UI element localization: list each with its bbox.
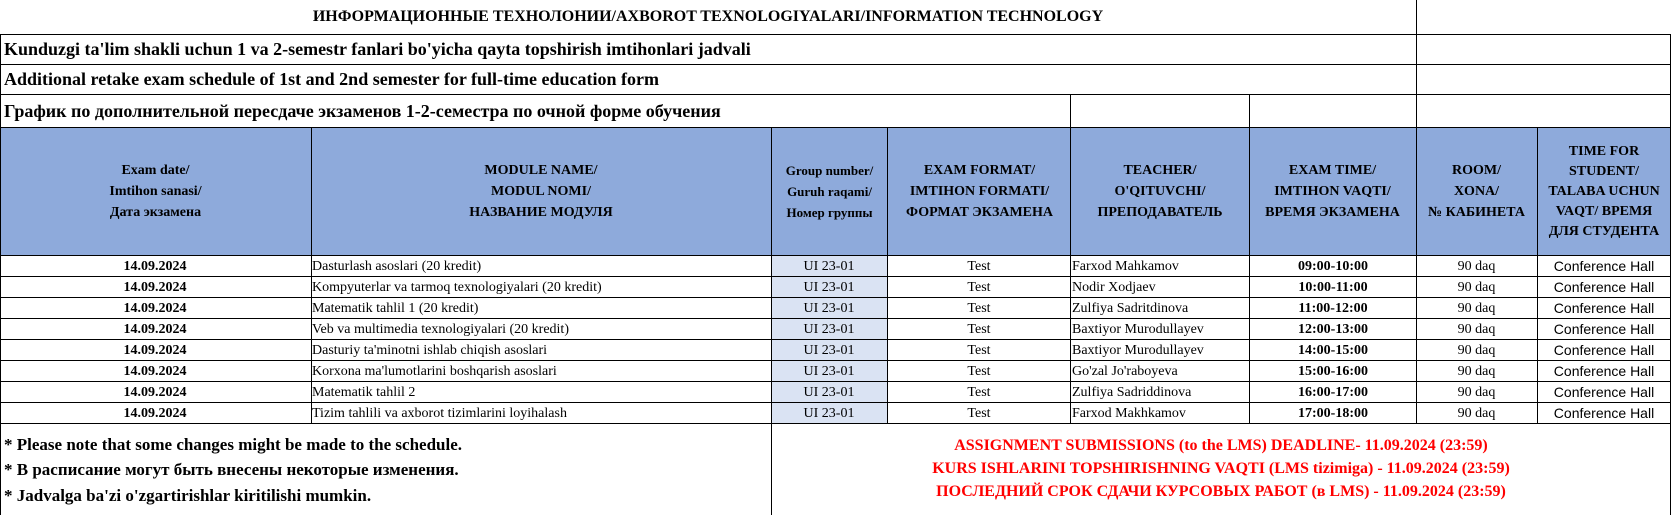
room-cell: 90 daq	[1457, 280, 1496, 295]
header-room: ROOM/ XONA/ № КАБИНЕТА	[1428, 163, 1525, 220]
room-cell: 90 daq	[1457, 301, 1496, 316]
group-number-cell: UI 23-01	[803, 259, 855, 274]
room-cell: 90 daq	[1457, 406, 1496, 421]
group-number-cell: UI 23-01	[803, 364, 855, 379]
exam-format-cell: Test	[967, 385, 991, 400]
table-row	[0, 298, 1671, 319]
student-time-cell: Conference Hall	[1553, 342, 1655, 358]
header-exam-format: EXAM FORMAT/ IMTIHON FORMATI/ ФОРМАТ ЭКЗАМЕНА	[906, 163, 1053, 220]
header-group-number: Group number/ Guruh raqami/ Номер группы	[785, 163, 874, 220]
exam-time-cell: 14:00-15:00	[1298, 343, 1368, 358]
grid-line	[0, 297, 1671, 298]
teacher-cell: Farxod Makhkamov	[1072, 406, 1186, 421]
room-cell: 90 daq	[1457, 343, 1496, 358]
exam-format-cell: Test	[967, 259, 991, 274]
exam-date-cell: 14.09.2024	[123, 322, 187, 337]
grid-line	[0, 318, 1671, 319]
grid-line	[311, 127, 312, 424]
grid-line	[0, 34, 1, 515]
module-name-cell: Korxona ma'lumotlarini boshqarish asoslari	[312, 364, 557, 379]
grid-line	[0, 381, 1671, 382]
student-time-cell: Conference Hall	[1553, 258, 1655, 274]
exam-time-cell: 17:00-18:00	[1298, 406, 1368, 421]
teacher-cell: Zulfiya Sadritdinova	[1072, 301, 1189, 316]
grid-line	[771, 127, 772, 515]
note-changes-uz: * Jadvalga ba'zi o'zgartirishlar kiritilishi mumkin.	[4, 486, 372, 505]
group-number-cell: UI 23-01	[803, 301, 855, 316]
grid-line	[0, 402, 1671, 403]
subtitle-en: Additional retake exam schedule of 1st and 2nd semester for full-time education form	[4, 69, 659, 89]
exam-time-cell: 11:00-12:00	[1298, 301, 1368, 316]
table-row	[0, 319, 1671, 340]
exam-date-cell: 14.09.2024	[123, 343, 187, 358]
teacher-cell: Farxod Mahkamov	[1072, 259, 1179, 274]
grid-line	[0, 34, 1671, 35]
teacher-cell: Baxtiyor Murodullayev	[1072, 343, 1204, 358]
group-number-cell: UI 23-01	[803, 280, 855, 295]
teacher-cell: Baxtiyor Murodullayev	[1072, 322, 1204, 337]
table-row	[0, 403, 1671, 424]
grid-line	[0, 64, 1671, 65]
group-number-cell: UI 23-01	[803, 322, 855, 337]
exam-time-cell: 12:00-13:00	[1298, 322, 1368, 337]
exam-date-cell: 14.09.2024	[123, 406, 187, 421]
room-cell: 90 daq	[1457, 259, 1496, 274]
deadline-ru: ПОСЛЕДНИЙ СРОК СДАЧИ КУРСОВЫХ РАБОТ (в LMS) - 11.09.2024 (23:59)	[936, 483, 1506, 500]
grid-line	[0, 276, 1671, 277]
exam-date-cell: 14.09.2024	[123, 259, 187, 274]
module-name-cell: Matematik tahlil 2	[312, 385, 416, 400]
student-time-cell: Conference Hall	[1553, 321, 1655, 337]
teacher-cell: Nodir Xodjaev	[1072, 280, 1156, 295]
module-name-cell: Veb va multimedia texnologiyalari (20 kredit)	[312, 322, 569, 337]
header-module-name: MODULE NAME/ MODUL NOMI/ НАЗВАНИЕ МОДУЛЯ	[469, 163, 613, 220]
room-cell: 90 daq	[1457, 385, 1496, 400]
deadline-en: ASSIGNMENT SUBMISSIONS (to the LMS) DEADLINE- 11.09.2024 (23:59)	[954, 437, 1488, 454]
exam-format-cell: Test	[967, 364, 991, 379]
exam-time-cell: 10:00-11:00	[1298, 280, 1368, 295]
grid-line	[1249, 94, 1250, 424]
table-row	[0, 382, 1671, 403]
room-cell: 90 daq	[1457, 364, 1496, 379]
exam-time-cell: 09:00-10:00	[1298, 259, 1368, 274]
module-name-cell: Kompyuterlar va tarmoq texnologiyalari (20 kredit)	[312, 280, 602, 295]
grid-line	[0, 127, 1671, 128]
header-exam-date: Exam date/ Imtihon sanasi/ Дата экзамена	[109, 163, 202, 220]
grid-line	[0, 94, 1671, 95]
student-time-cell: Conference Hall	[1553, 279, 1655, 295]
exam-format-cell: Test	[967, 406, 991, 421]
exam-date-cell: 14.09.2024	[123, 385, 187, 400]
group-number-cell: UI 23-01	[803, 406, 855, 421]
grid-line	[1416, 0, 1417, 424]
header-exam-time: EXAM TIME/ IMTIHON VAQTI/ ВРЕМЯ ЭКЗАМЕНА	[1265, 163, 1400, 220]
exam-date-cell: 14.09.2024	[123, 301, 187, 316]
student-time-cell: Conference Hall	[1553, 300, 1655, 316]
deadline-uz: KURS ISHLARINI TOPSHIRISHNING VAQTI (LMS tizimiga) - 11.09.2024 (23:59)	[932, 460, 1510, 477]
subtitle-ru: График по дополнительной пересдаче экзаменов 1-2-семестра по очной форме обучения	[4, 100, 721, 121]
exam-format-cell: Test	[967, 343, 991, 358]
exam-format-cell: Test	[967, 280, 991, 295]
room-cell: 90 daq	[1457, 322, 1496, 337]
table-row	[0, 277, 1671, 298]
header-student-time: TIME FOR STUDENT/ TALABA UCHUN VAQT/ ВРЕМЯ ДЛЯ СТУДЕНТА	[1548, 143, 1660, 239]
page-title: ИНФОРМАЦИОННЫЕ ТЕХНОЛОНИИ/AXBOROT TEXNOLOGIYALARI/INFORMATION TECHNOLOGY	[312, 8, 1104, 25]
grid-line	[0, 360, 1671, 361]
grid-line	[1537, 127, 1538, 424]
grid-line	[0, 255, 1671, 256]
module-name-cell: Matematik tahlil 1 (20 kredit)	[312, 301, 479, 316]
subtitle-uz: Kunduzgi ta'lim shakli uchun 1 va 2-semestr fanlari bo'yicha qayta topshirish imtihonlari jadvali	[4, 39, 751, 59]
exam-time-cell: 16:00-17:00	[1298, 385, 1368, 400]
exam-date-cell: 14.09.2024	[123, 280, 187, 295]
exam-date-cell: 14.09.2024	[123, 364, 187, 379]
table-row	[0, 256, 1671, 277]
module-name-cell: Tizim tahlili va axborot tizimlarini loyihalash	[312, 406, 567, 421]
grid-line	[0, 339, 1671, 340]
exam-format-cell: Test	[967, 322, 991, 337]
note-changes-en: * Please note that some changes might be made to the schedule.	[4, 435, 463, 454]
student-time-cell: Conference Hall	[1553, 405, 1655, 421]
grid-line	[1070, 94, 1071, 424]
teacher-cell: Zulfiya Sadriddinova	[1072, 385, 1192, 400]
exam-format-cell: Test	[967, 301, 991, 316]
group-number-cell: UI 23-01	[803, 343, 855, 358]
table-row	[0, 340, 1671, 361]
note-changes-ru: * В расписание могут быть внесены некоторые изменения.	[4, 460, 459, 479]
table-row	[0, 361, 1671, 382]
group-number-cell: UI 23-01	[803, 385, 855, 400]
teacher-cell: Go'zal Jo'raboyeva	[1072, 364, 1178, 379]
grid-line	[0, 423, 1671, 424]
exam-time-cell: 15:00-16:00	[1298, 364, 1368, 379]
student-time-cell: Conference Hall	[1553, 384, 1655, 400]
header-teacher: TEACHER/ O'QITUVCHI/ ПРЕПОДАВАТЕЛЬ	[1097, 163, 1223, 220]
student-time-cell: Conference Hall	[1553, 363, 1655, 379]
module-name-cell: Dasturiy ta'minotni ishlab chiqish asoslari	[312, 343, 548, 358]
module-name-cell: Dasturlash asoslari (20 kredit)	[312, 259, 482, 274]
grid-line	[887, 127, 888, 424]
